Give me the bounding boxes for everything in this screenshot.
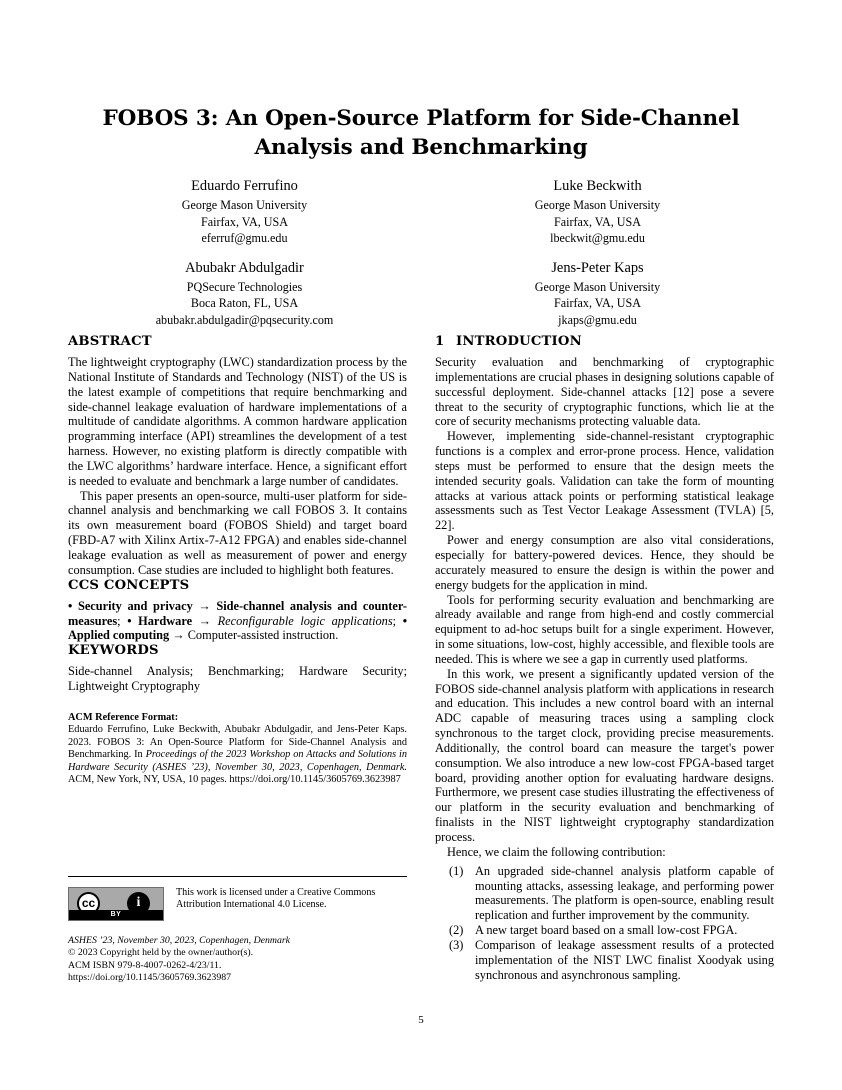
author-email: abubakr.abdulgadir@pqsecurity.com <box>155 312 334 327</box>
divider <box>68 876 407 877</box>
ccs-concepts <box>68 599 407 644</box>
author-email: lbeckwit@gmu.edu <box>550 231 645 246</box>
intro-paragraph: Tools for performing security evaluation and benchmarking are already available and range from high-end and costly commercial equipment to ad-hoc setups built for a single experiment. However, in some situations, low-cost, highly accessible, and flexible tools are needed. This is where we see a gap in currently used platforms. <box>435 592 774 666</box>
author-name: Jens-Peter Kaps <box>551 259 644 276</box>
author-affiliation: George Mason University <box>181 198 308 212</box>
author-affiliation: George Mason University <box>534 279 661 294</box>
ccs-run: → <box>169 628 188 643</box>
ccs-run: • Security and privacy <box>68 598 193 613</box>
author-email: eferruf@gmu.edu <box>201 231 288 246</box>
cc-circle-icon: cc <box>77 892 100 915</box>
list-item-text: A new target board based on a small low-cost FPGA. <box>475 923 738 938</box>
acm-reference-tail: ACM, New York, NY, USA, 10 pages. https://doi.org/10.1145/3605769.3623987 <box>68 774 401 786</box>
author-entry <box>68 258 421 329</box>
list-item-text: Comparison of leakage assessment results of a protected implementation of the NIST LWC finalist Xoodyak using synchronous and asynchronous sampling. <box>475 937 774 982</box>
acm-reference-format <box>68 712 407 787</box>
author-name: Eduardo Ferrufino <box>191 178 298 194</box>
introduction-heading <box>435 334 774 350</box>
ccs-run: ; <box>117 613 128 628</box>
author-email: jkaps@gmu.edu <box>558 312 637 327</box>
intro-paragraph: In this work, we present a significantly updated version of the FOBOS side-channel analysis platform with applications in research and education. This includes a new control board with an internal ADC capable of measuring traces using a sampling clock synchronous to the target clock, providing precise measurements. Additionally, the control board can measure the target's power consumption. We also introduce a new low-cost FPGA-based target board, providing another option for evaluating hardware designs. Furthermore, we present case studies illustrating the effectiveness of our platform in the security evaluation and benchmarking of finalists in the NIST lightweight cryptography standardization process. <box>435 666 774 844</box>
author-entry <box>421 176 774 247</box>
abstract-paragraph: The lightweight cryptography (LWC) standardization process by the National Institute of Standards and Technology (NIST) of the US is the latest example of competitions that require benchmarking and side-channel leakage evaluation of hardware implementations of a multitude of candidate algorithms. A common hardware application programming interface (API) streamlines the development of a test harness. However, no existing platform is directly compatible with the LWC algorithms’ hardware interface. Hence, a significant effort is needed to evaluate and benchmark a large number of candidates. <box>68 355 407 488</box>
license-block <box>68 876 407 984</box>
author-location: Fairfax, VA, USA <box>554 214 641 229</box>
right-column <box>435 334 774 982</box>
ccs-run: Computer-assisted instruction. <box>187 628 339 643</box>
ccs-run: → <box>192 598 217 613</box>
list-marker: (3) <box>449 937 464 952</box>
license-row <box>68 887 407 921</box>
author-location: Fairfax, VA, USA <box>554 296 641 311</box>
abstract-paragraph: This paper presents an open-source, multi-user platform for side-channel analysis and benchmarking we call FOBOS 3. It contains its own measurement board (FOBOS Shield) and target board (FBD-A7 with Xilinx Artix-7-A12 FPGA) and enables side-channel leakage evaluation as well as measurement of power and energy consumption. Case studies are included to highlight both features. <box>68 488 407 577</box>
page-title: FOBOS 3: An Open-Source Platform for Side-Channel Analysis and Benchmarking <box>102 106 740 160</box>
author-name: Abubakr Abdulgadir <box>185 259 304 276</box>
creative-commons-icon <box>68 887 164 921</box>
list-marker: (2) <box>449 923 464 938</box>
section-number: 1 <box>435 334 445 349</box>
ccs-run: • Hardware <box>127 613 193 628</box>
list-item-text: An upgraded side-channel analysis platform capable of mounting attacks, assessing leakage, and performing power measurements. The platform is open-source, enabling result replication and further improvement by the community. <box>475 863 774 923</box>
section-title: INTRODUCTION <box>456 334 582 349</box>
venue-line: ASHES ’23, November 30, 2023, Copenhagen, Denmark <box>68 935 291 946</box>
page-number: 5 <box>418 1014 424 1026</box>
list-item <box>435 864 774 923</box>
author-location: Boca Raton, FL, USA <box>190 296 299 311</box>
ccs-run: Side-channel analysis and counter-measures <box>68 598 408 628</box>
title-block <box>68 104 774 162</box>
intro-paragraph: Security evaluation and benchmarking of cryptographic implementations are crucial phases in designing solutions capable of successful deployment. Side-channel attacks [12] pose a severe threat to the security of cryptographic functions, which lie at the core of security mechanisms protecting valuable data. <box>435 355 774 429</box>
copyright-block <box>68 935 407 984</box>
author-affiliation: PQSecure Technologies <box>186 279 303 294</box>
list-marker: (1) <box>449 863 464 878</box>
keywords-text: Side-channel Analysis; Benchmarking; Hardware Security; Lightweight Cryptography <box>68 664 407 694</box>
intro-paragraph: Hence, we claim the following contribution: <box>447 844 666 859</box>
left-column <box>68 334 407 787</box>
ccs-heading: CCS CONCEPTS <box>68 577 190 593</box>
copyright-line: © 2023 Copyright held by the owner/author(s). <box>68 947 254 959</box>
isbn-line: ACM ISBN 979-8-4007-0262-4/23/11. <box>68 959 222 971</box>
author-entry <box>421 258 774 329</box>
abstract-heading: ABSTRACT <box>68 334 152 349</box>
attribution-person-icon: i <box>127 892 150 915</box>
author-entry <box>68 176 421 247</box>
doi-line: https://doi.org/10.1145/3605769.3623987 <box>68 971 232 983</box>
list-item <box>435 923 774 938</box>
author-list <box>68 176 774 340</box>
author-location: Fairfax, VA, USA <box>201 214 288 229</box>
ccs-run: • Applied computing <box>68 613 408 643</box>
intro-paragraph: However, implementing side-channel-resistant cryptographic functions is a complex and error-prone process. Hence, validation steps must be performed to ensure that the design meets the intended security goals. Validation can take the form of mounting attacks at various attack points or performing statistical leakage assessments such as Test Vector Leakage Assessment (TVLA) [5, 22]. <box>435 429 774 533</box>
author-name: Luke Beckwith <box>553 178 642 194</box>
keywords-heading: KEYWORDS <box>68 643 159 659</box>
ccs-run: Reconfigurable logic applications <box>217 613 393 628</box>
contribution-list <box>435 864 774 983</box>
cc-by-bar-label: BY <box>69 910 163 920</box>
author-affiliation: George Mason University <box>534 198 661 212</box>
intro-paragraph: Power and energy consumption are also vital considerations, especially for battery-powered devices. Hence, they should be accurately measured to ensure the design is within the power and energy budgets for the application in mind. <box>435 533 774 592</box>
list-item <box>435 938 774 983</box>
ccs-run: ; <box>392 613 403 628</box>
ccs-run: → <box>192 613 218 628</box>
acm-reference-heading: ACM Reference Format: <box>68 711 179 723</box>
acm-reference-venue: Proceedings of the 2023 Workshop on Attacks and Solutions in Hardware Security (ASHES ’23), November 30, 2023, Copenhagen, Denmark. <box>68 749 408 773</box>
license-text: This work is licensed under a Creative Commons Attribution International 4.0 License. <box>176 887 376 911</box>
acm-reference-authors: Eduardo Ferrufino, Luke Beckwith, Abubakr Abdulgadir, and Jens-Peter Kaps. 2023. FOBOS 3: An Open-Source Platform for Side-Channel Analysis and Benchmarking. In <box>68 724 407 761</box>
